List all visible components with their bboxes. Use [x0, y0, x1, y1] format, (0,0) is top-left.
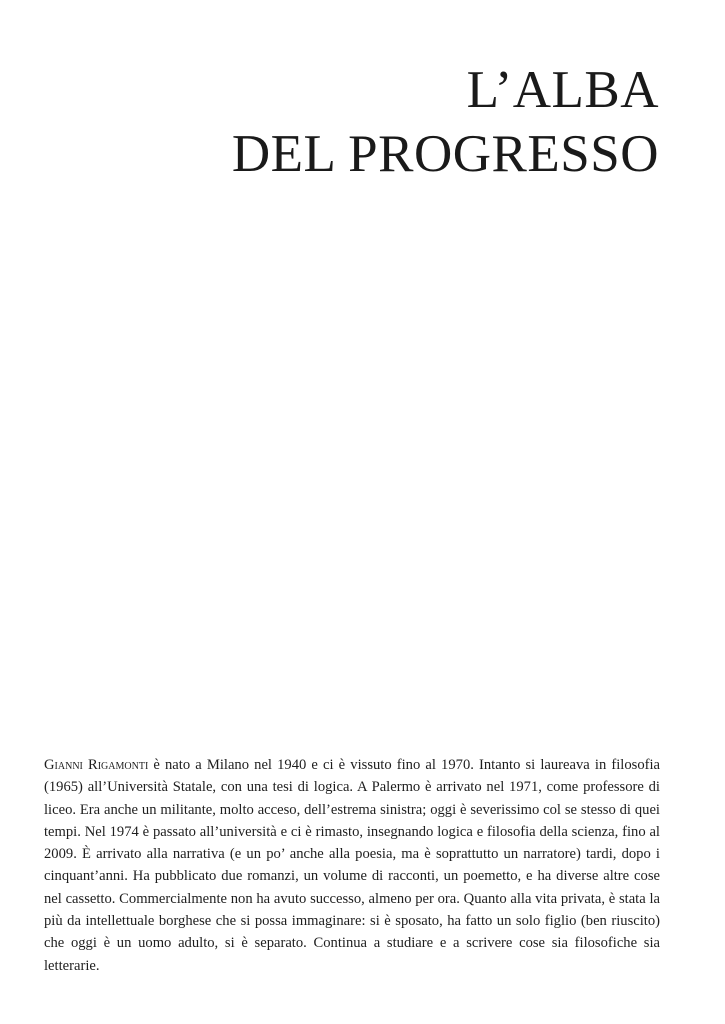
title-line-2: DEL PROGRESSO: [231, 125, 659, 183]
biography-text: è nato a Milano nel 1940 e ci è vissuto fino al 1970. Intanto si laureava in filosofia (1965) all’Università Statale, con una tesi di logica. A Palermo è arrivato nel 1971, come professore di liceo. Era anche un militante, molto acceso, dell’estrema sinistra; oggi è severissimo col se stesso di quei tempi. Nel 1974 è passato all’università e ci è rimasto, insegnando logica e filosofia della scienza, fino al 2009. È arrivato alla narrativa (e un po’ anche alla poesia, ma è soprattutto un narratore) tardi, dopo i cinquant’anni. Ha pubblicato due romanzi, un volume di racconti, un poemetto, e ha diverse altre cose nel cassetto. Commercialmente non ha avuto successo, almeno per ora. Quanto alla vita privata, è stata la più da intellettuale borghese che si possa immaginare: si è sposato, ha fatto un solo figlio (ben riuscito) che oggi è un uomo adulto, si è separato. Continua a studiare e a scrivere cose sia filosofiche sia letterarie.: [44, 757, 661, 974]
book-title: [232, 58, 659, 186]
author-biography: [44, 754, 660, 977]
title-line-1: L’ALBA: [466, 61, 659, 119]
author-name: Gianni Rigamonti: [44, 757, 149, 773]
